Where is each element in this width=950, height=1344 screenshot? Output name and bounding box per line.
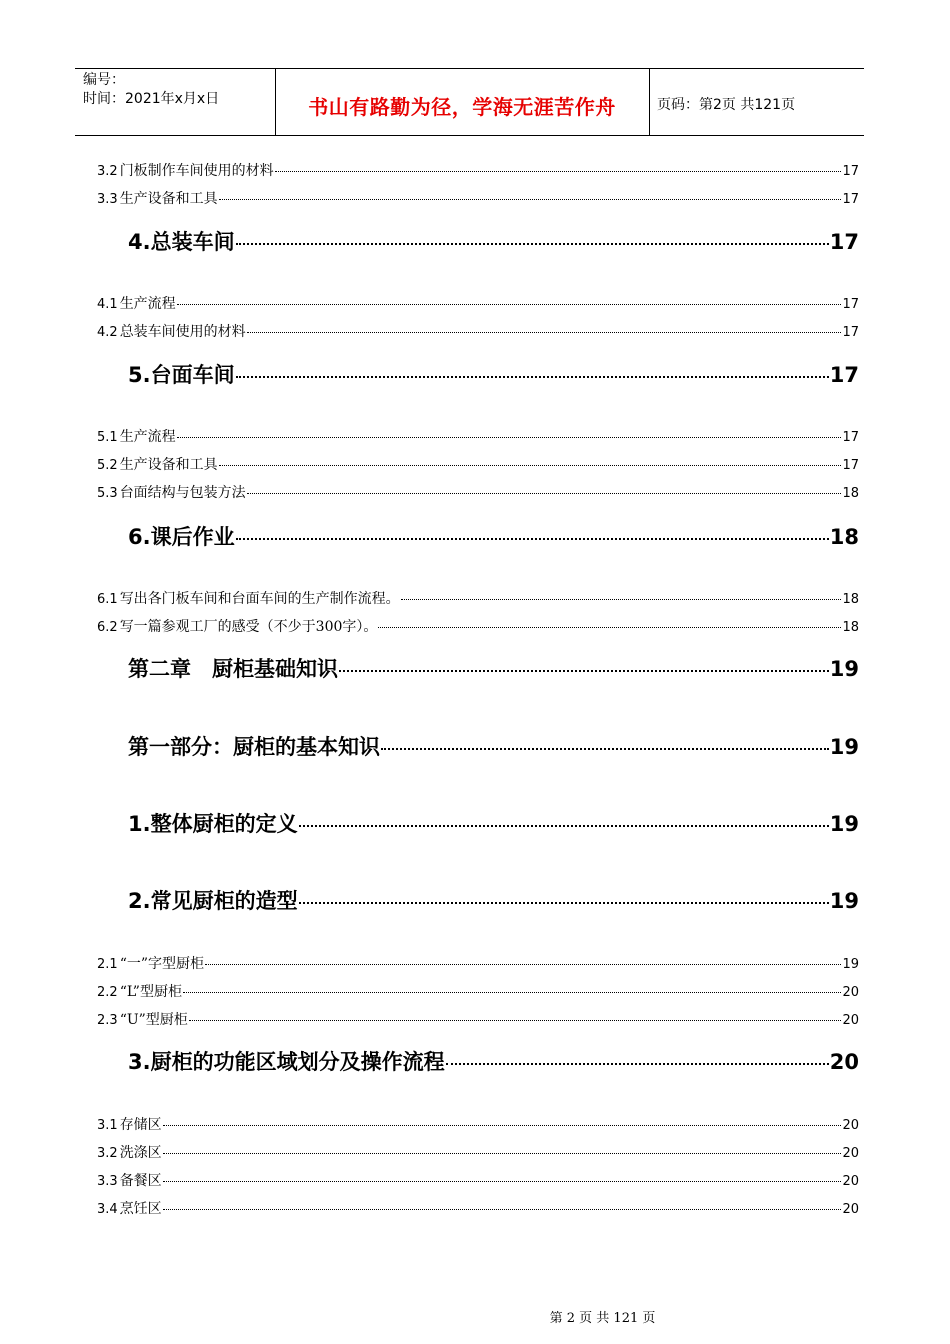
toc-entry-title: “U”型厨柜 <box>119 1012 188 1028</box>
dot-leader <box>163 1181 842 1182</box>
toc-entry-number: 4.1 <box>97 297 118 312</box>
toc-entry-page-number: 17 <box>842 325 859 340</box>
toc-sub-entry[interactable] <box>97 426 859 446</box>
toc-entry-number: 3.4 <box>97 1202 118 1217</box>
toc-sub-entry[interactable] <box>97 981 859 1001</box>
toc-entry-number: 6.2 <box>97 620 118 635</box>
footer-page-number: 第 2 页 共 121 页 <box>549 1311 656 1326</box>
toc-entry-page-number: 17 <box>842 297 859 312</box>
toc-heading-entry[interactable] <box>128 808 859 838</box>
toc-sub-entry[interactable] <box>97 160 859 180</box>
toc-entry-title: 备餐区 <box>119 1173 162 1189</box>
dot-leader <box>275 171 842 172</box>
toc-entry-title: 生产设备和工具 <box>119 191 218 207</box>
dot-leader <box>299 902 829 904</box>
toc-entry-page-number: 17 <box>842 458 859 473</box>
toc-entry-title: 3.厨柜的功能区域划分及操作流程 <box>128 1050 445 1074</box>
toc-entry-page-number: 19 <box>829 889 859 913</box>
dot-leader <box>378 627 841 628</box>
dot-leader <box>339 670 829 672</box>
toc-sub-entry[interactable] <box>97 1114 859 1134</box>
dot-leader <box>163 1209 842 1210</box>
toc-entry-title: 烹饪区 <box>119 1201 162 1217</box>
toc-entry-number: 2.1 <box>97 957 118 972</box>
toc-heading-entry[interactable] <box>128 359 859 389</box>
toc-entry-page-number: 20 <box>842 985 859 1000</box>
toc-entry-number: 4.2 <box>97 325 118 340</box>
toc-entry-title: 台面结构与包装方法 <box>119 485 246 501</box>
toc-entry-title: 洗涤区 <box>119 1145 162 1161</box>
dot-leader <box>401 599 842 600</box>
toc-entry-title: 存储区 <box>119 1117 162 1133</box>
dot-leader <box>236 538 829 540</box>
dot-leader <box>236 243 829 245</box>
toc-sub-entry[interactable] <box>97 588 859 608</box>
toc-entry-title: 2.常见厨柜的造型 <box>128 889 298 913</box>
toc-entry-title: 4.总装车间 <box>128 230 235 254</box>
toc-entry-title: 总装车间使用的材料 <box>119 324 246 340</box>
toc-entry-page-number: 17 <box>829 230 859 254</box>
toc-entry-title: 5.台面车间 <box>128 363 235 387</box>
header-page-info: 页码：第2页 共121页 <box>657 97 796 113</box>
dot-leader <box>219 465 842 466</box>
toc-sub-entry[interactable] <box>97 1198 859 1218</box>
toc-sub-entry[interactable] <box>97 454 859 474</box>
time-label: 时间：2021年x月x日 <box>83 91 220 107</box>
toc-entry-page-number: 17 <box>842 192 859 207</box>
toc-entry-title: 生产流程 <box>119 296 176 312</box>
dot-leader <box>189 1020 842 1021</box>
toc-entry-page-number: 18 <box>842 620 859 635</box>
dot-leader <box>205 964 841 965</box>
toc-heading-entry[interactable] <box>128 521 859 551</box>
toc-heading-entry[interactable] <box>128 226 859 256</box>
toc-sub-entry[interactable] <box>97 616 859 636</box>
dot-leader <box>236 376 829 378</box>
toc-sub-entry[interactable] <box>97 1009 859 1029</box>
toc-entry-number: 3.3 <box>97 1174 118 1189</box>
toc-sub-entry[interactable] <box>97 293 859 313</box>
dot-leader <box>177 437 842 438</box>
dot-leader <box>247 493 842 494</box>
toc-entry-title: 门板制作车间使用的材料 <box>119 163 274 179</box>
toc-heading-entry[interactable] <box>128 653 859 683</box>
toc-heading-entry[interactable] <box>128 885 859 915</box>
page-footer <box>0 1307 950 1326</box>
motto-text: 书山有路勤为径，学海无涯苦作舟 <box>308 95 616 119</box>
dot-leader <box>163 1125 842 1126</box>
toc-entry-page-number: 19 <box>829 657 859 681</box>
toc-entry-title: 6.课后作业 <box>128 525 235 549</box>
toc-entry-page-number: 20 <box>842 1146 859 1161</box>
toc-entry-title: “L”型厨柜 <box>119 984 182 1000</box>
toc-entry-page-number: 17 <box>842 430 859 445</box>
toc-sub-entry[interactable] <box>97 482 859 502</box>
toc-entry-title: “一”字型厨柜 <box>119 956 205 972</box>
toc-entry-title: 第二章 厨柜基础知识 <box>128 657 338 681</box>
toc-sub-entry[interactable] <box>97 188 859 208</box>
toc-heading-entry[interactable] <box>128 1046 859 1076</box>
toc-entry-page-number: 19 <box>842 957 859 972</box>
dot-leader <box>381 748 829 750</box>
toc-entry-title: 生产流程 <box>119 429 176 445</box>
toc-entry-number: 3.3 <box>97 192 118 207</box>
toc-entry-title: 写出各门板车间和台面车间的生产制作流程。 <box>119 591 400 607</box>
dot-leader <box>446 1063 829 1065</box>
dot-leader <box>219 199 842 200</box>
toc-entry-page-number: 20 <box>829 1050 859 1074</box>
toc-entry-page-number: 19 <box>829 735 859 759</box>
dot-leader <box>163 1153 842 1154</box>
toc-entry-page-number: 18 <box>842 592 859 607</box>
toc-entry-title: 写一篇参观工厂的感受（不少于300字）。 <box>119 619 378 635</box>
toc-sub-entry[interactable] <box>97 953 859 973</box>
toc-entry-number: 3.2 <box>97 164 118 179</box>
toc-entry-number: 5.2 <box>97 458 118 473</box>
toc-sub-entry[interactable] <box>97 321 859 341</box>
toc-entry-page-number: 19 <box>829 812 859 836</box>
toc-entry-number: 3.2 <box>97 1146 118 1161</box>
dot-leader <box>183 992 842 993</box>
dot-leader <box>247 332 842 333</box>
toc-entry-number: 3.1 <box>97 1118 118 1133</box>
toc-entry-page-number: 17 <box>842 164 859 179</box>
toc-entry-page-number: 18 <box>829 525 859 549</box>
toc-entry-title: 生产设备和工具 <box>119 457 218 473</box>
toc-entry-page-number: 20 <box>842 1013 859 1028</box>
toc-entry-page-number: 18 <box>842 486 859 501</box>
toc-entry-title: 1.整体厨柜的定义 <box>128 812 298 836</box>
toc-entry-number: 5.1 <box>97 430 118 445</box>
toc-sub-entry[interactable] <box>97 1170 859 1190</box>
toc-entry-number: 2.2 <box>97 985 118 1000</box>
toc-entry-number: 6.1 <box>97 592 118 607</box>
toc-sub-entry[interactable] <box>97 1142 859 1162</box>
toc-entry-page-number: 20 <box>842 1118 859 1133</box>
dot-leader <box>299 825 829 827</box>
toc-entry-page-number: 20 <box>842 1202 859 1217</box>
toc-entry-page-number: 17 <box>829 363 859 387</box>
serial-label: 编号： <box>83 72 125 88</box>
toc-entry-number: 5.3 <box>97 486 118 501</box>
toc-heading-entry[interactable] <box>128 731 859 761</box>
dot-leader <box>177 304 842 305</box>
toc-entry-page-number: 20 <box>842 1174 859 1189</box>
toc-entry-number: 2.3 <box>97 1013 118 1028</box>
toc-entry-title: 第一部分：厨柜的基本知识 <box>128 735 380 759</box>
